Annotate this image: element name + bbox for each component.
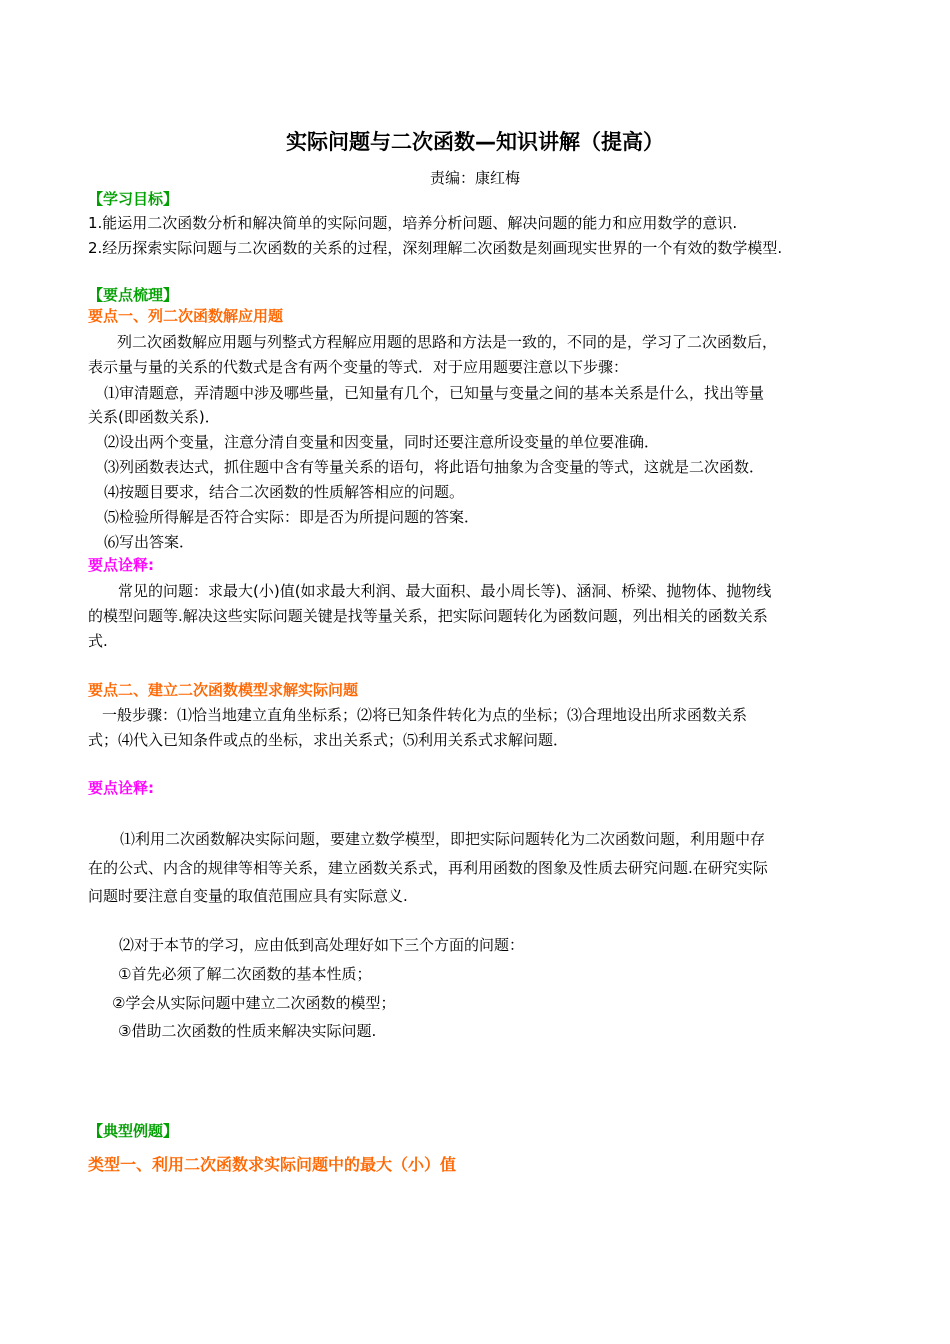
editor-line: 责编：康红梅 bbox=[429, 169, 520, 187]
point1-step-6: ⑹写出答案． bbox=[104, 533, 195, 551]
point2-steps-line-1: 一般步骤：⑴恰当地建立直角坐标系；⑵将已知条件转化为点的坐标；⑶合理地设出所求函数关系 bbox=[102, 706, 748, 724]
page-title: 实际问题与二次函数—知识讲解（提高） bbox=[286, 130, 664, 154]
point1-heading: 要点一、列二次函数解应用题 bbox=[88, 307, 284, 325]
goals-heading: 【学习目标】 bbox=[88, 190, 179, 208]
point2-note1-line-3: 问题时要注意自变量的取值范围应具有实际意义. bbox=[88, 887, 408, 905]
point1-step-5: ⑸检验所得解是否符合实际：即是否为所提问题的答案． bbox=[104, 508, 480, 526]
goal-item-2: 2.经历探索实际问题与二次函数的关系的过程，深刻理解二次函数是刻画现实世界的一个有效的数学模型. bbox=[88, 239, 783, 257]
point1-step-2: ⑵设出两个变量，注意分清自变量和因变量，同时还要注意所设变量的单位要准确． bbox=[104, 433, 660, 451]
point2-note2-intro: ⑵对于本节的学习，应由低到高处理好如下三个方面的问题： bbox=[119, 936, 525, 954]
point2-note2-item-2: ②学会从实际问题中建立二次函数的模型； bbox=[112, 994, 396, 1012]
point2-note-heading: 要点诠释: bbox=[88, 779, 154, 797]
point2-heading: 要点二、建立二次函数模型求解实际问题 bbox=[88, 681, 359, 699]
point2-note2-item-3: ③借助二次函数的性质来解决实际问题. bbox=[118, 1022, 377, 1040]
point2-note1-line-2: 在的公式、内含的规律等相等关系，建立函数关系式，再利用函数的图象及性质去研究问题.在研究实际 bbox=[88, 859, 768, 877]
point1-step-4: ⑷按题目要求，结合二次函数的性质解答相应的问题。 bbox=[104, 483, 465, 501]
key-points-heading: 【要点梳理】 bbox=[88, 286, 179, 304]
point1-intro-line-2: 表示量与量的关系的代数式是含有两个变量的等式．对于应用题要注意以下步骤： bbox=[88, 358, 629, 376]
point1-step-1-cont: 关系(即函数关系)． bbox=[88, 408, 220, 426]
point1-step-1: ⑴审清题意，弄清题中涉及哪些量，已知量有几个，已知量与变量之间的基本关系是什么，找出等量 bbox=[104, 384, 765, 402]
point1-note-line-3: 式. bbox=[88, 632, 108, 650]
point2-note1-line-1: ⑴利用二次函数解决实际问题，要建立数学模型，即把实际问题转化为二次函数问题，利用题中存 bbox=[120, 830, 766, 848]
example-type1-heading: 类型一、利用二次函数求实际问题中的最大（小）值 bbox=[88, 1155, 457, 1174]
point2-note2-item-1: ①首先必须了解二次函数的基本性质； bbox=[118, 965, 372, 983]
point1-note-heading: 要点诠释: bbox=[88, 556, 154, 574]
goal-item-1: 1.能运用二次函数分析和解决简单的实际问题，培养分析问题、解决问题的能力和应用数学的意识. bbox=[88, 214, 738, 232]
examples-heading: 【典型例题】 bbox=[88, 1122, 179, 1140]
point2-steps-line-2: 式；⑷代入已知条件或点的坐标，求出关系式；⑸利用关系式求解问题． bbox=[88, 731, 569, 749]
point1-note-line-1: 常见的问题：求最大(小)值(如求最大利润、最大面积、最小周长等)、涵洞、桥梁、抛物体、抛物线 bbox=[118, 582, 772, 600]
point1-intro-line-1: 列二次函数解应用题与列整式方程解应用题的思路和方法是一致的，不同的是，学习了二次函数后， bbox=[117, 333, 778, 351]
point1-step-3: ⑶列函数表达式，抓住题中含有等量关系的语句，将此语句抽象为含变量的等式，这就是二次函数． bbox=[104, 458, 765, 476]
point1-note-line-2: 的模型问题等.解决这些实际问题关键是找等量关系，把实际问题转化为函数问题，列出相关的函数关系 bbox=[88, 607, 768, 625]
